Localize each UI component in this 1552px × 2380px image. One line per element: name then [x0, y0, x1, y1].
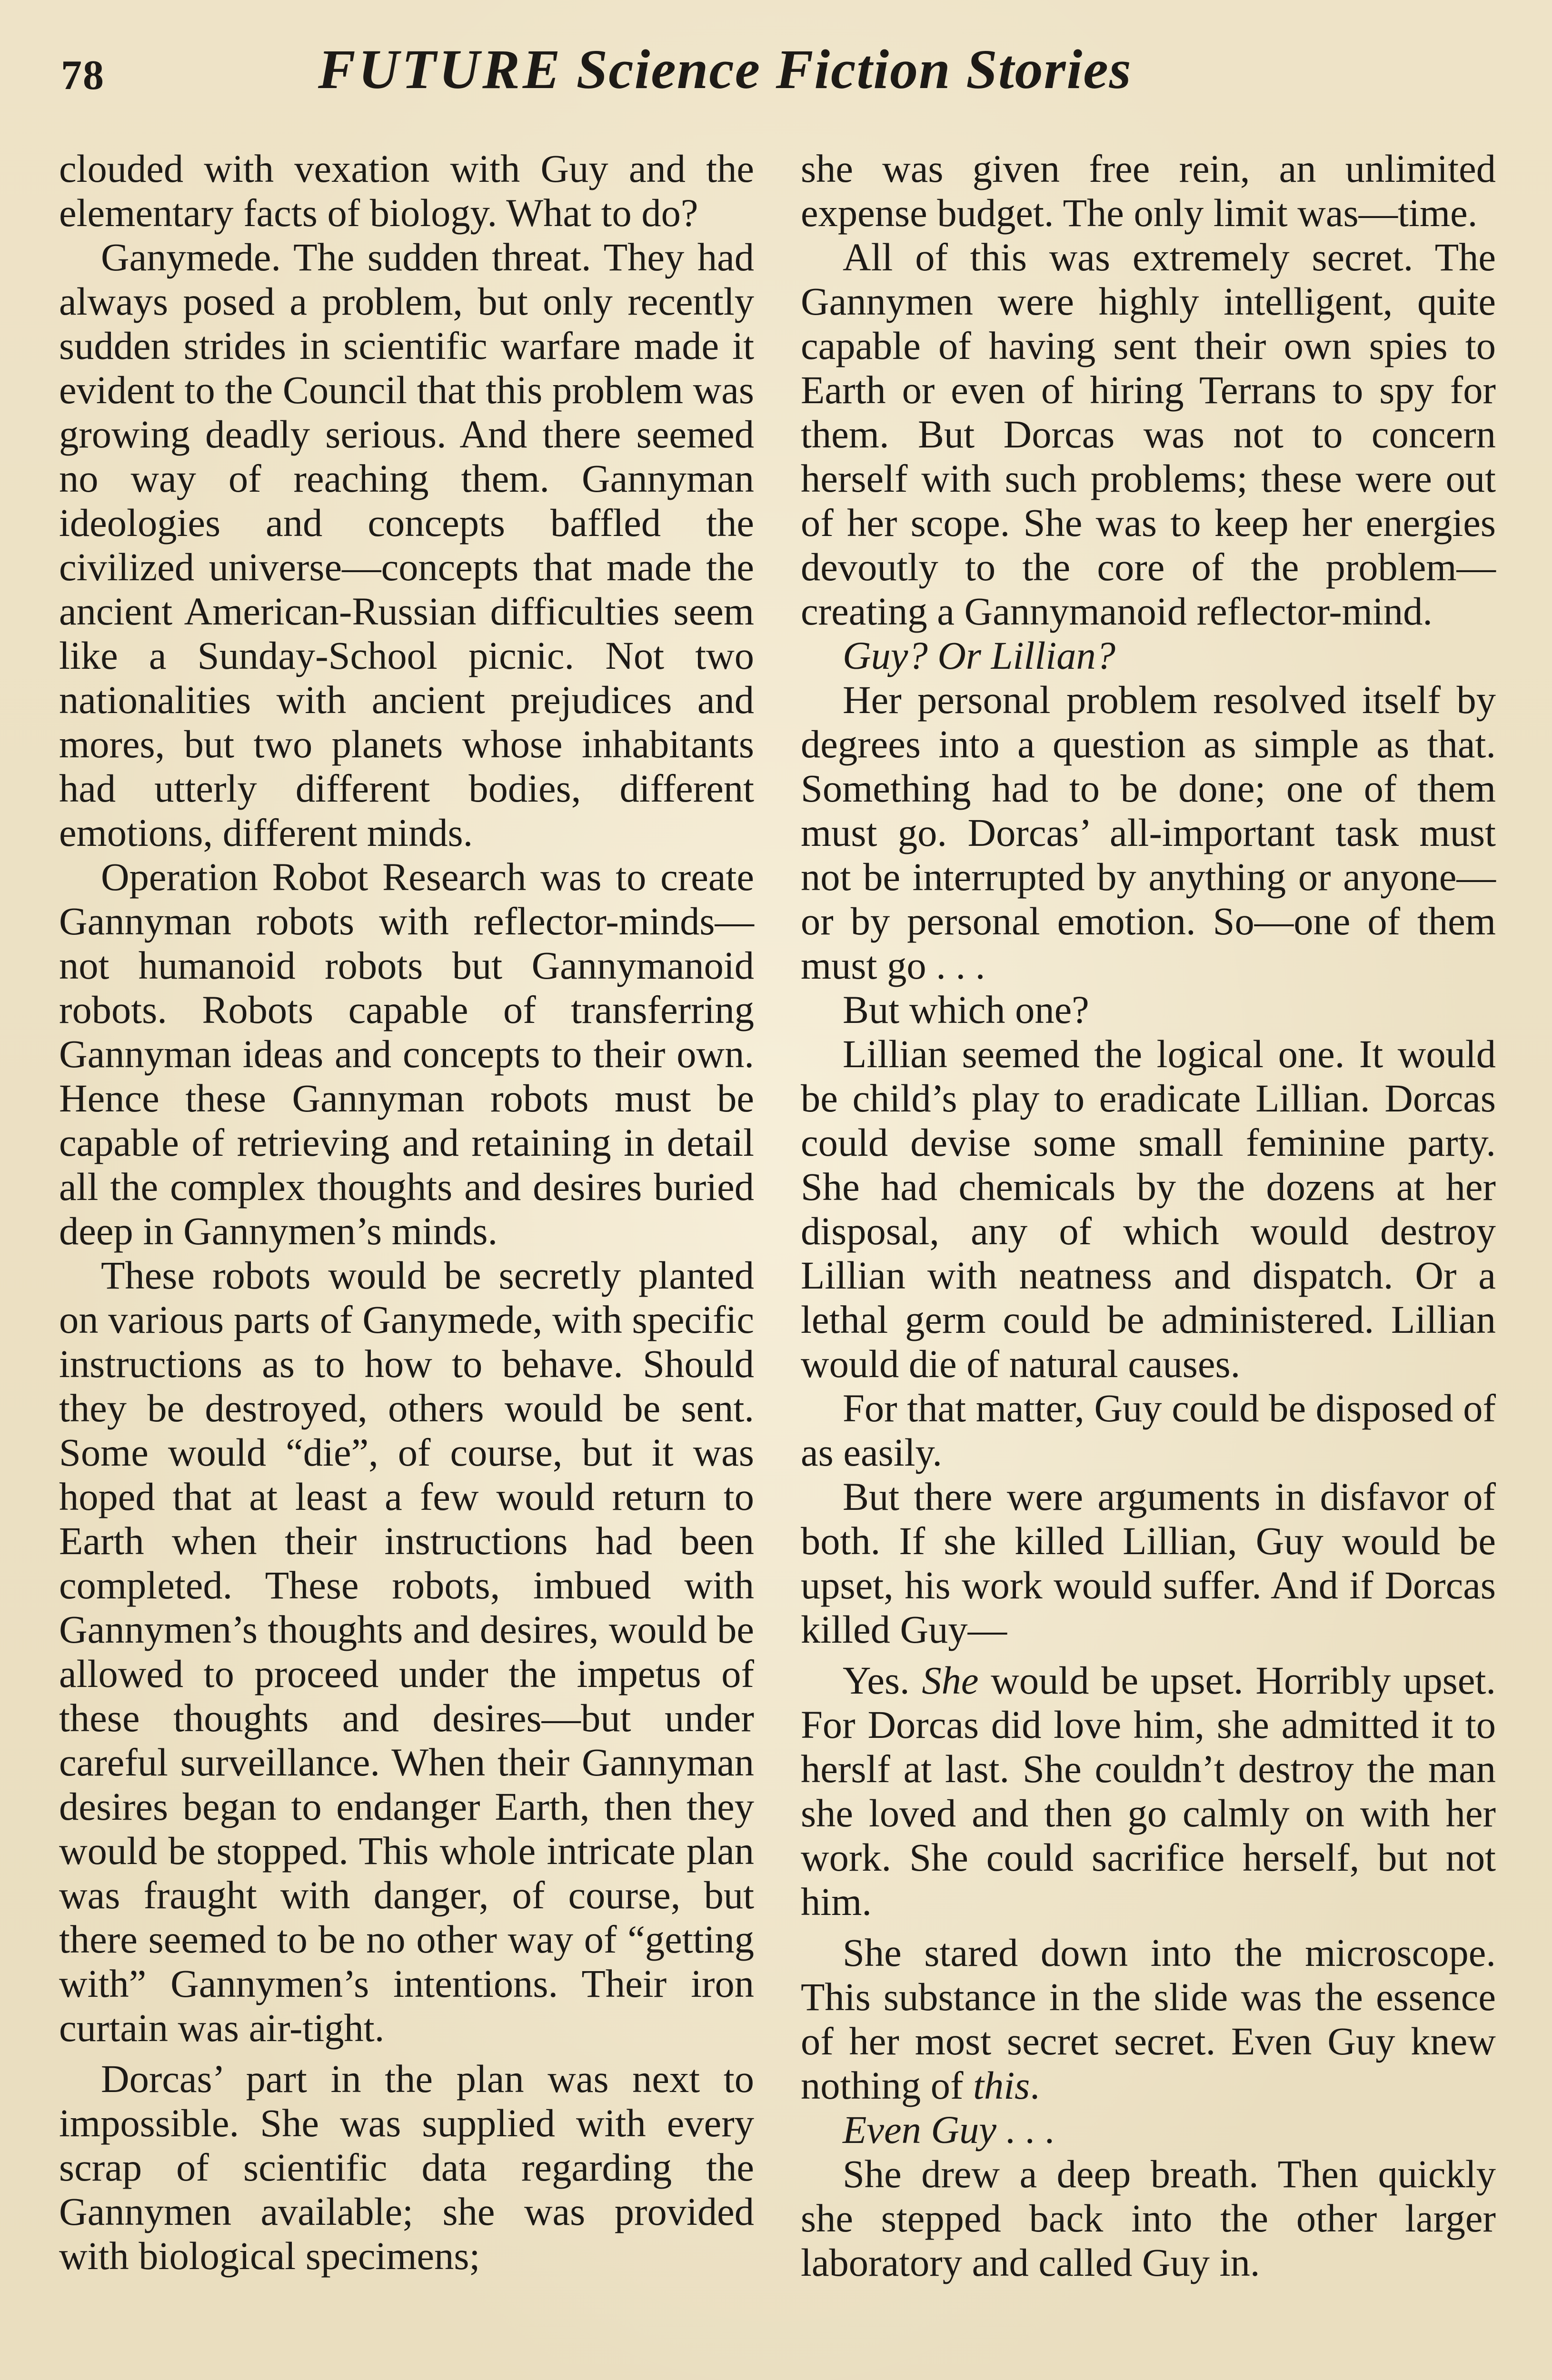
- paragraph: Lillian seemed the logical one. It would be child’s play to eradicate Lillian. Dorcas could devise some small feminine party. She had chemicals by the dozens at her disposal, any of which would destroy Lillian with neatness and dispatch. Or a lethal germ could be administered. Lillian would die of natural causes.: [801, 1032, 1496, 1386]
- left-column: [59, 147, 754, 2278]
- paragraph: clouded with vexation with Guy and the elementary facts of biology. What to do?: [59, 147, 754, 235]
- paragraph: For that matter, Guy could be disposed of as easily.: [801, 1386, 1496, 1474]
- paragraph-text: Yes.: [843, 1658, 922, 1702]
- paragraph: But there were arguments in disfavor of both. If she killed Lillian, Guy would be upset, his work would suffer. And if Dorcas killed Guy—: [801, 1475, 1496, 1651]
- page-header: [61, 37, 1494, 118]
- emphasis-text: She: [922, 1658, 979, 1702]
- paragraph: But which one?: [843, 988, 1089, 1031]
- right-column: [801, 147, 1496, 2285]
- paragraph-text: would be upset. Horribly upset. For Dorcas did love him, she admitted it to herslf at last. She couldn’t destroy the man she loved and then go calmly on with her work. She could sacrifice herself, but not him.: [801, 1658, 1496, 1924]
- paragraph: she was given free rein, an unlimited expense budget. The only limit was—time.: [801, 147, 1496, 235]
- magazine-title: FUTURE: [318, 38, 563, 100]
- emphasis-text: this: [973, 2063, 1030, 2107]
- paragraph: Ganymede. The sudden threat. They had always posed a problem, but only recently sudden strides in scientific warfare made it evident to the Council that this problem was growing deadly serious. And there seemed no way of reaching them. Gannyman ideologies and concepts baffled the civilized universe—concepts that made the ancient American-Russian difficulties seem like a Sunday-School picnic. Not two nationalities with ancient prejudices and mores, but two planets whose inhabitants had utterly different bodies, different emotions, different minds.: [59, 235, 754, 854]
- paragraph: Guy? Or Lillian?: [843, 634, 1115, 677]
- paragraph: Her personal problem resolved itself by degrees into a question as simple as that. Something had to be done; one of them must go. Dorcas’ all-important task must not be interrupted by anything or anyone—or by personal emotion. So—one of them must go . . .: [801, 678, 1496, 987]
- paragraph: [801, 1658, 1496, 1924]
- paragraph: Operation Robot Research was to create Gannyman robots with reflector-minds—not humanoid robots but Gannymanoid robots. Robots capable of transferring Gannyman ideas and concepts to their own. Hence these Gannyman robots must be capable of retrieving and retaining in detail all the complex thoughts and desires buried deep in Gannymen’s minds.: [59, 855, 754, 1253]
- running-head: [318, 37, 1132, 102]
- paragraph: Dorcas’ part in the plan was next to impossible. She was supplied with every scrap of scientific data regarding the Gannymen available; she was provided with biological specimens;: [59, 2057, 754, 2278]
- paragraph: She drew a deep breath. Then quickly she stepped back into the other larger laboratory and called Guy in.: [801, 2152, 1496, 2284]
- paragraph-text: She stared down into the microscope. This substance in the slide was the essence of her most secret secret. Even Guy knew nothing of: [801, 1931, 1496, 2107]
- paragraph: All of this was extremely secret. The Gannymen were highly intelligent, quite capable of having sent their own spies to Earth or even of hiring Terrans to spy for them. But Dorcas was not to concern herself with such problems; these were out of her scope. She was to keep her energies devoutly to the core of the problem—creating a Gannymanoid reflector-mind.: [801, 235, 1496, 633]
- paragraph: [801, 1931, 1496, 2108]
- paragraph: These robots would be secretly planted on various parts of Ganymede, with specific instructions as to how to behave. Should they be destroyed, others would be sent. Some would “die”, of course, but it was hoped that at least a few would return to Earth when their instructions had been completed. These robots, imbued with Gannymen’s thoughts and desires, would be allowed to proceed under the impetus of these thoughts and desires—but under careful surveillance. When their Gannyman desires began to endanger Earth, then they would be stopped. This whole intricate plan was fraught with danger, of course, but there seemed to be no other way of “getting with” Gannymen’s intentions. Their iron curtain was air-tight.: [59, 1253, 754, 2050]
- page-number: 78: [61, 52, 105, 99]
- magazine-subtitle: Science Fiction Stories: [576, 38, 1132, 100]
- paragraph-text: .: [1030, 2063, 1040, 2107]
- paragraph: Even Guy . . .: [843, 2108, 1055, 2152]
